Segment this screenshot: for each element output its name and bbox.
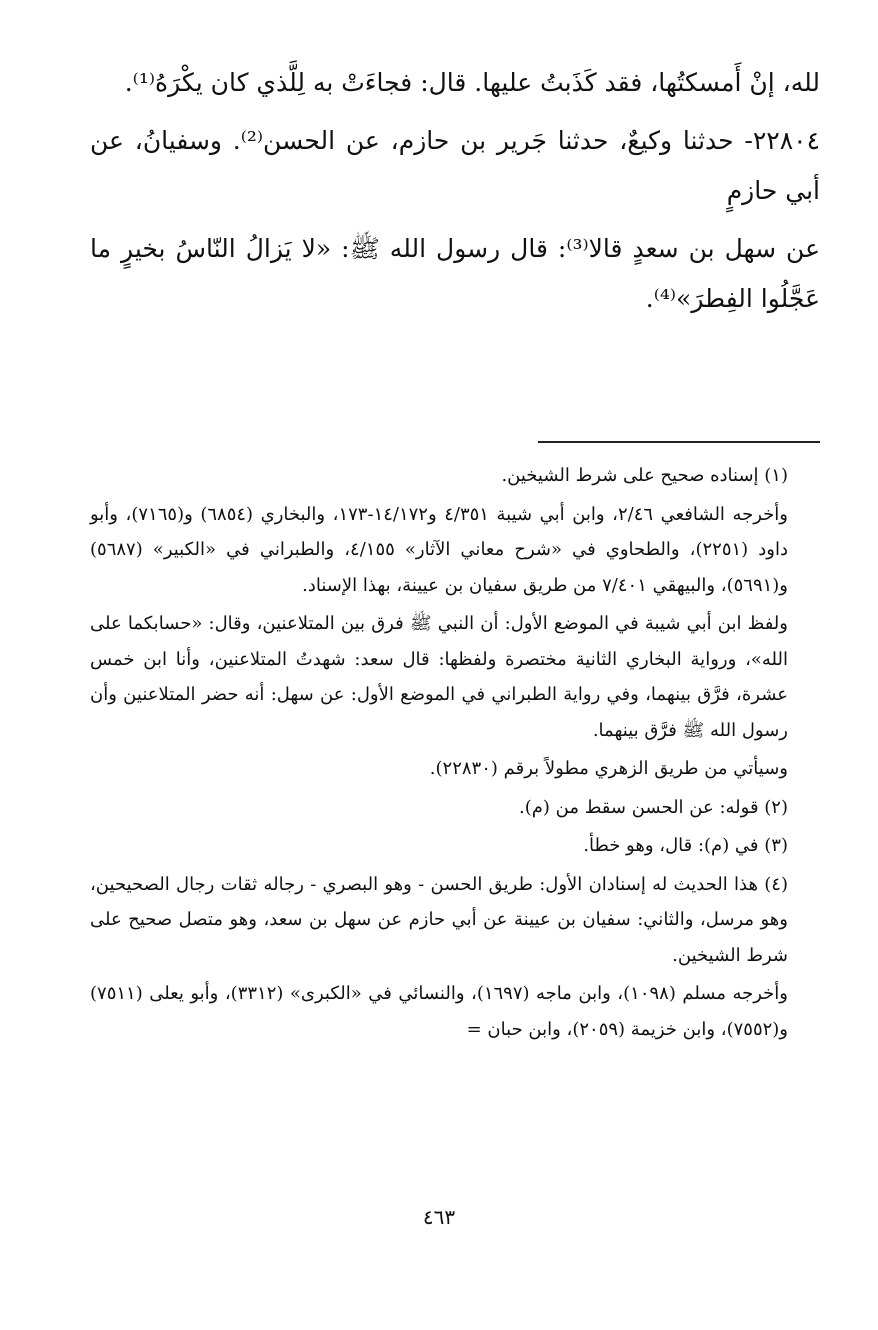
footnote-3: (٣) في (م): قال، وهو خطأ. [583, 835, 788, 856]
main-text [90, 58, 820, 332]
footnotes [90, 458, 820, 1050]
page-number: ٤٦٣ [422, 1205, 456, 1229]
footnote-4: (٤) هذا الحديث له إسنادان الأول: طريق الحسن - وهو البصري - رجاله ثقات رجال الصحيحين، وهو مرسل، والثاني: سفيان بن عيينة عن أبي حازم عن سهل بن سعد، وهو متصل صحيح على شرط الشيخين. [90, 873, 788, 966]
footnote-2: (٢) قوله: عن الحسن سقط من (م). [519, 796, 788, 818]
footnote-1: (١) إسناده صحيح على شرط الشيخين. [501, 465, 788, 486]
footnote-1-wording: ولفظ ابن أبي شيبة في الموضع الأول: أن النبي ﷺ فرق بين المتلاعنين، وقال: «حسابكما على الله»، ورواية البخاري الثانية مختصرة ولفظها: قال سعد: شهدتُ المتلاعنين، وأنا ابن خمس عشرة، فرَّق بينهما، وفي رواية الطبراني في الموضع الأول: عن سهل: أنه حضر المتلاعنين وأن رسول الله ﷺ فرَّق بينهما. [90, 613, 788, 741]
footnote-1-takhrij: وأخرجه الشافعي ٢/٤٦، وابن أبي شيبة ٤/٣٥١ و١٤/١٧٢-١٧٣، والبخاري (٦٨٥٤) و(٧١٦٥)، وأبو داود (٢٢٥١)، والطحاوي في «شرح معاني الآثار» ٤/١٥٥، والطبراني في «الكبير» (٥٦٨٧) و(٥٦٩١)، والبيهقي ٧/٤٠١ من طريق سفيان بن عيينة، بهذا الإسناد. [90, 503, 789, 596]
footnote-4-takhrij: وأخرجه مسلم (١٠٩٨)، وابن ماجه (١٦٩٧)، والنسائي في «الكبرى» (٣٣١٢)، وأبو يعلى (٧٥١١) و(٧٥٥٢)، وابن خزيمة (٢٠٥٩)، وابن حبان = [90, 983, 788, 1040]
footnote-separator [538, 441, 820, 443]
hadith-22804-text: عن سهل بن سعدٍ قالا⁽³⁾: قال رسول الله ﷺ: «لا يَزالُ النّاسُ بخيرٍ ما عَجَّلُوا الفِطرَ»⁽⁴⁾. [90, 234, 820, 313]
footnote-1-cross-reference: وسيأتي من طريق الزهري مطولاً برقم (٢٢٨٣٠). [429, 758, 788, 779]
main-paragraph-1: لله، إنْ أَمسكتُها، فقد كَذَبتُ عليها. قال: فجاءَتْ به لِلَّذي كان يكْرَهُ⁽¹⁾. [124, 68, 820, 97]
hadith-22804-chain: ٢٢٨٠٤- حدثنا وكيعٌ، حدثنا جَرير بن حازم، عن الحسن⁽²⁾. وسفيانُ، عن أبي حازمٍ [90, 126, 820, 205]
